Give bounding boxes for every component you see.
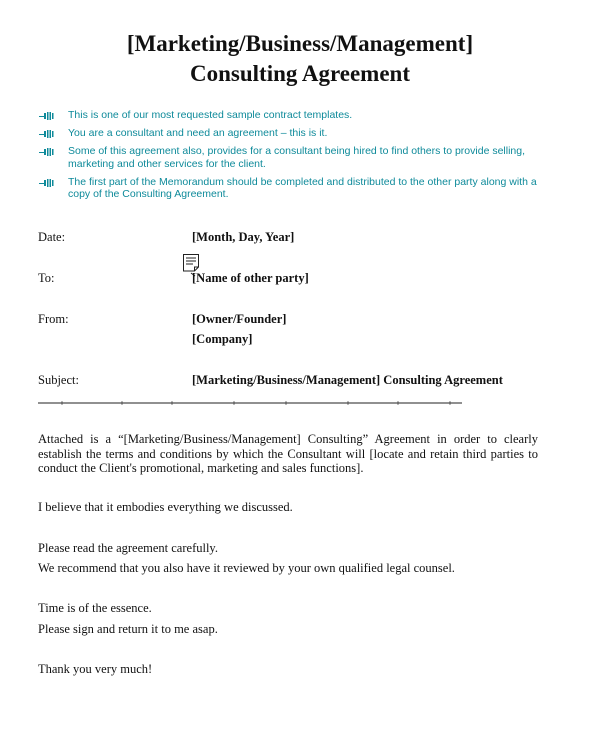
tip-item — [38, 176, 548, 201]
paragraph-legal-counsel: We recommend that you also have it reviewed by your own qualified legal counsel. — [38, 561, 455, 575]
pointing-hand-icon — [38, 128, 54, 140]
tip-item — [38, 109, 548, 122]
tip-text: This is one of our most requested sample contract templates. — [68, 109, 353, 121]
paragraph-sign-return: Please sign and return it to me asap. — [38, 622, 218, 636]
paragraph-essence: Time is of the essence. — [38, 601, 152, 615]
closing-thanks: Thank you very much! — [38, 662, 153, 676]
subject-label: Subject: — [38, 373, 79, 387]
document-title-line1: [Marketing/Business/Management] — [126, 31, 474, 56]
pointing-hand-icon — [38, 110, 54, 122]
separator-rule — [38, 400, 462, 406]
pointing-hand-icon — [38, 146, 54, 158]
subject-value: [Marketing/Business/Management] Consulting Agreement — [192, 373, 503, 387]
to-value: [Name of other party] — [192, 271, 309, 285]
date-label: Date: — [38, 230, 66, 244]
document-title-line2: Consulting Agreement — [190, 61, 410, 86]
tip-text: You are a consultant and need an agreement – this is it. — [68, 127, 328, 139]
from-value-company: [Company] — [192, 332, 253, 346]
date-value: [Month, Day, Year] — [192, 230, 295, 244]
tip-item — [38, 127, 548, 140]
paragraph-discussed: I believe that it embodies everything we discussed. — [38, 500, 293, 514]
instruction-tips — [38, 109, 548, 206]
intro-paragraph: Attached is a “[Marketing/Business/Management] Consulting” Agreement in order to clearly establish the terms and conditions by which the Consultant will [locate and retain third parties to conduct the Client's promotional, marketing and sales functions]. — [38, 432, 538, 475]
tip-text: The first part of the Memorandum should be completed and distributed to the other party along with a copy of the Consulting Agreement. — [68, 175, 537, 200]
paragraph-read-carefully: Please read the agreement carefully. — [38, 541, 218, 555]
from-label: From: — [38, 312, 69, 326]
pointing-hand-icon — [38, 177, 54, 189]
to-label: To: — [38, 271, 55, 285]
tip-item — [38, 145, 548, 170]
from-value-owner: [Owner/Founder] — [192, 312, 287, 326]
tip-text: Some of this agreement also, provides for a consultant being hired to find others to provide selling, marketing and other services for the client. — [68, 145, 526, 170]
